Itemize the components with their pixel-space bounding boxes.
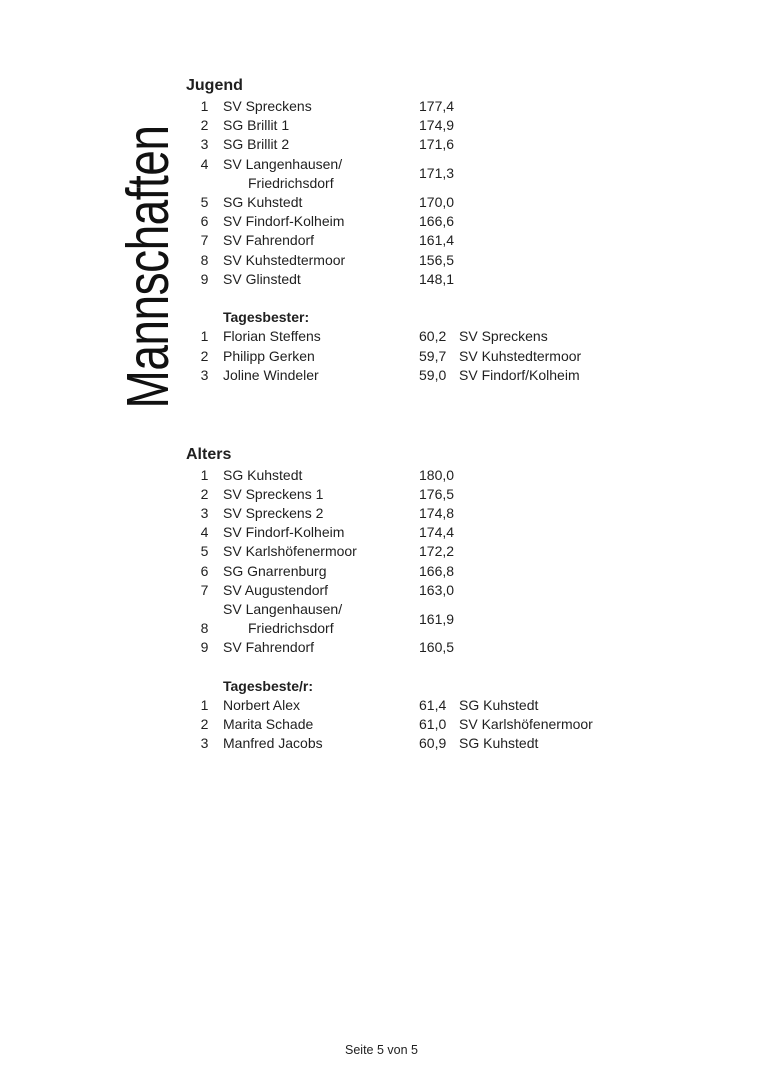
club-cell [459,212,746,231]
score-cell: 60,2 [419,328,447,345]
score-cell: 161,9 [419,610,455,627]
table-row [186,116,746,135]
table-row [186,562,746,581]
score-cell: 60,9 [419,735,447,752]
club-cell [459,562,746,581]
table-row [186,97,746,116]
team-table [186,97,746,289]
name-line2: Friedrichsdorf [248,620,334,637]
name-cell: SV Kuhstedtermoor [223,251,346,268]
name-cell: Manfred Jacobs [223,735,323,752]
section-title: Alters [186,445,232,463]
day-best-title: Tagesbeste/r: [223,677,313,694]
name-cell: Joline Windeler [223,366,319,383]
name-cell: SG Kuhstedt [223,194,303,211]
rank-cell: 1 [200,98,209,114]
rank-cell: 2 [200,485,209,502]
table-row [186,638,746,657]
table-row [186,485,746,504]
table-row [186,212,746,231]
rank-cell: 3 [200,505,209,522]
score-cell: 148,1 [419,270,455,287]
table-row [186,366,746,385]
score-cell: 61,4 [419,697,447,714]
rank-cell: 3 [200,136,209,153]
club-cell: SG Kuhstedt [459,697,539,714]
name-cell [223,600,419,638]
club-cell: SV Findorf/Kolheim [459,366,580,383]
score-cell: 172,2 [419,543,455,560]
rank-cell: 5 [200,543,209,560]
name-cell: SV Findorf-Kolheim [223,213,345,230]
table-row [186,542,746,561]
name-cell [223,155,419,193]
table-row [186,155,746,193]
table-row [186,135,746,154]
score-cell: 171,6 [419,136,455,153]
results-content [186,74,746,754]
club-cell [459,135,746,154]
club-cell [459,600,746,638]
name-cell: SV Karlshöfenermoor [223,543,357,560]
score-cell: 161,4 [419,232,455,249]
club-cell [459,251,746,270]
club-cell [459,504,746,523]
score-cell: 166,6 [419,213,455,230]
name-cell: Marita Schade [223,716,314,733]
rank-cell: 4 [200,155,209,172]
rank-cell: 2 [200,117,209,134]
rank-cell: 7 [200,581,209,598]
score-cell: 163,0 [419,581,455,598]
rank-cell: 2 [200,716,209,733]
rank-cell: 5 [200,194,209,211]
score-cell: 174,8 [419,505,455,522]
name-line1: SV Langenhausen/ [223,155,343,172]
name-cell: SV Glinstedt [223,270,301,287]
table-row [186,327,746,346]
club-cell [459,485,746,504]
score-cell: 166,8 [419,562,455,579]
score-cell: 174,9 [419,117,455,134]
score-cell: 180,0 [419,466,455,483]
score-cell: 160,5 [419,639,455,656]
rank-cell: 3 [200,735,209,752]
club-cell [459,638,746,657]
table-row [186,504,746,523]
name-cell: SV Spreckens 1 [223,485,324,502]
page-footer: Seite 5 von 5 [345,1043,418,1057]
section-title: Jugend [186,77,243,94]
rank-cell: 8 [200,620,209,637]
name-line2: Friedrichsdorf [248,174,334,191]
club-cell: SG Kuhstedt [459,735,539,752]
day-best-table [186,696,746,754]
score-cell: 61,0 [419,716,447,733]
club-cell [459,193,746,212]
day-best-table [186,327,746,385]
table-row [186,270,746,289]
name-cell: Philipp Gerken [223,347,315,364]
score-cell: 177,4 [419,98,455,114]
result-section [186,443,746,754]
table-row [186,231,746,250]
name-cell: SG Kuhstedt [223,466,303,483]
club-cell [459,97,746,116]
table-row [186,523,746,542]
table-row [186,466,746,485]
table-row [186,734,746,753]
rank-cell: 9 [200,639,209,656]
score-cell: 170,0 [419,194,455,211]
day-best-title: Tagesbester: [223,309,310,326]
name-cell: SV Spreckens [223,98,312,114]
table-row [186,193,746,212]
club-cell: SV Spreckens [459,328,548,345]
score-cell: 59,7 [419,347,447,364]
side-title-mannschaften: Mannschaften [113,125,181,409]
score-cell: 171,3 [419,165,455,182]
name-cell: Florian Steffens [223,328,321,345]
club-cell [459,116,746,135]
club-cell [459,523,746,542]
score-cell: 156,5 [419,251,455,268]
club-cell [459,542,746,561]
table-row [186,581,746,600]
rank-cell: 1 [200,466,209,483]
rank-cell: 1 [200,697,209,714]
club-cell [459,155,746,193]
name-cell: SV Findorf-Kolheim [223,524,345,541]
table-row [186,347,746,366]
name-cell: SV Fahrendorf [223,232,315,249]
rank-cell: 4 [200,524,209,541]
club-cell [459,581,746,600]
score-cell: 59,0 [419,366,447,383]
club-cell [459,466,746,485]
rank-cell: 8 [200,251,209,268]
name-cell: SG Brillit 1 [223,117,290,134]
club-cell [459,231,746,250]
table-row [186,715,746,734]
rank-cell: 9 [200,270,209,287]
name-cell: SG Brillit 2 [223,136,290,153]
name-cell: SV Augustendorf [223,581,329,598]
table-row [186,600,746,638]
club-cell [459,270,746,289]
rank-cell: 7 [200,232,209,249]
rank-cell: 6 [200,562,209,579]
table-row [186,251,746,270]
rank-cell: 2 [200,347,209,364]
rank-cell: 3 [200,366,209,383]
name-cell: Norbert Alex [223,697,301,714]
rank-cell: 1 [200,328,209,345]
club-cell: SV Karlshöfenermoor [459,716,593,733]
name-cell: SV Fahrendorf [223,639,315,656]
name-cell: SV Spreckens 2 [223,505,324,522]
name-line1: SV Langenhausen/ [223,601,343,618]
rank-cell: 6 [200,213,209,230]
result-section [186,74,746,385]
score-cell: 174,4 [419,524,455,541]
table-row [186,696,746,715]
club-cell: SV Kuhstedtermoor [459,347,582,364]
name-cell: SG Gnarrenburg [223,562,327,579]
score-cell: 176,5 [419,485,455,502]
team-table [186,466,746,658]
